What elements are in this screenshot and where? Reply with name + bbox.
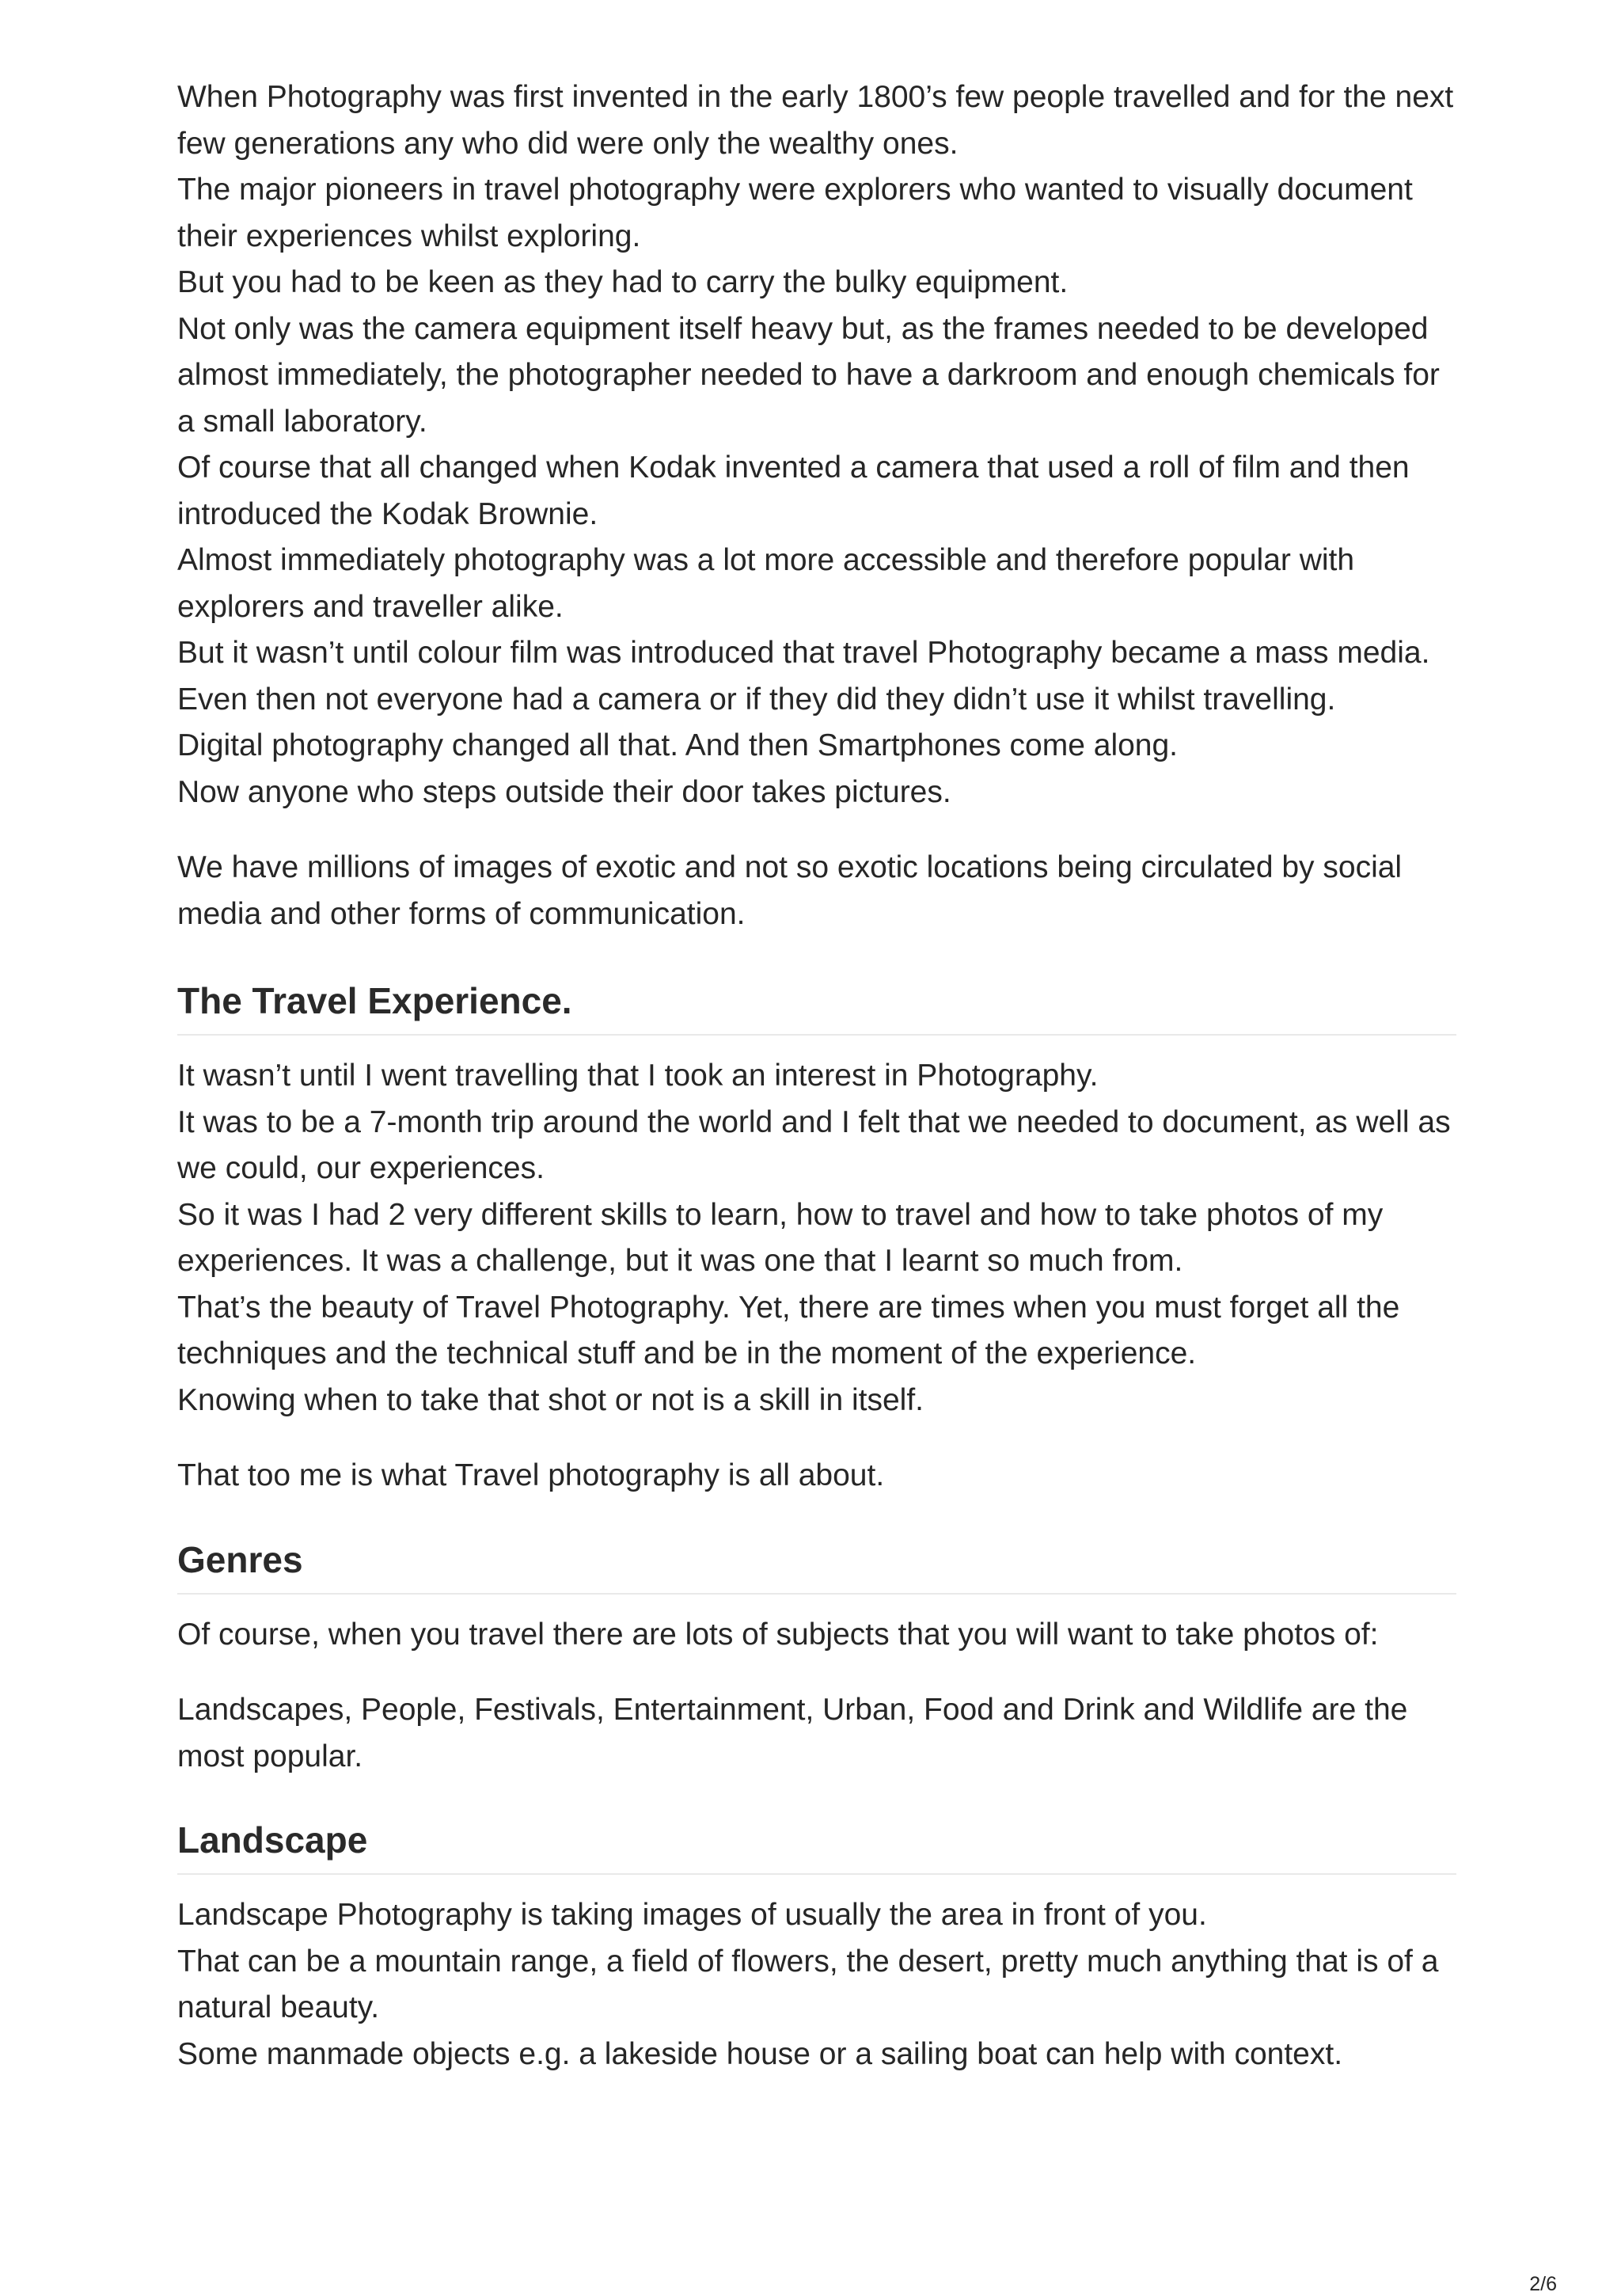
intro-line: Now anyone who steps outside their door takes pictures. — [177, 774, 951, 809]
intro-line: But you had to be keen as they had to carry the bulky equipment. — [177, 265, 1069, 299]
intro-line: Almost immediately photography was a lot more accessible and therefore popular with explorers and traveller alike. — [177, 543, 1355, 624]
landscape-line: That can be a mountain range, a field of flowers, the desert, pretty much anything that is of a natural beauty. — [177, 1944, 1439, 2024]
intro-line: Not only was the camera equipment itself heavy but, as the frames needed to be developed almost immediately, the photographer needed to have a darkroom and enough chemicals for a small laboratory. — [177, 311, 1440, 439]
travel-line: It was to be a 7-month trip around the world and I felt that we needed to document, as well as we could, our experiences. — [177, 1104, 1451, 1185]
travel-experience-paragraph — [177, 1053, 1456, 1424]
article-body — [177, 74, 1456, 2077]
intro-line: Even then not everyone had a camera or if they did they didn’t use it whilst travelling. — [177, 682, 1336, 717]
travel-line: So it was I had 2 very different skills to learn, how to travel and how to take photos of my experiences. It was a challenge, but it was one that I learnt so much from. — [177, 1197, 1384, 1278]
intro-line: The major pioneers in travel photography were explorers who wanted to visually document their experiences whilst exploring. — [177, 173, 1413, 253]
intro-line: When Photography was first invented in the early 1800’s few people travelled and for the next few generations any who did were only the wealthy ones. — [177, 80, 1454, 161]
heading-genres: Genres — [177, 1536, 1456, 1595]
genres-intro-paragraph: Of course, when you travel there are lots of subjects that you will want to take photos of: — [177, 1617, 1379, 1652]
landscape-paragraph — [177, 1892, 1456, 2077]
intro-line: Digital photography changed all that. And then Smartphones come along. — [177, 728, 1179, 762]
genres-list-paragraph: Landscapes, People, Festivals, Entertainment, Urban, Food and Drink and Wildlife are the most popular. — [177, 1693, 1408, 1773]
intro-paragraph — [177, 74, 1456, 815]
travel-line: It wasn’t until I went travelling that I took an interest in Photography. — [177, 1059, 1099, 1093]
landscape-line: Some manmade objects e.g. a lakeside house or a sailing boat can help with context. — [177, 2036, 1343, 2071]
travel-line: Knowing when to take that shot or not is a skill in itself. — [177, 1382, 924, 1417]
intro-line: Of course that all changed when Kodak invented a camera that used a roll of film and then introduced the Kodak Brownie. — [177, 450, 1410, 531]
intro-line: But it wasn’t until colour film was introduced that travel Photography became a mass media. — [177, 636, 1430, 670]
heading-landscape: Landscape — [177, 1816, 1456, 1875]
intro-closing-paragraph: We have millions of images of exotic and not so exotic locations being circulated by social media and other forms of communication. — [177, 850, 1403, 931]
landscape-line: Landscape Photography is taking images of usually the area in front of you. — [177, 1898, 1207, 1932]
page-number: 2/6 — [1529, 2273, 1557, 2295]
travel-experience-closing: That too me is what Travel photography is all about. — [177, 1458, 885, 1492]
heading-travel-experience: The Travel Experience. — [177, 977, 1456, 1036]
travel-line: That’s the beauty of Travel Photography. Yet, there are times when you must forget all the techniques and the technical stuff and be in the moment of the experience. — [177, 1290, 1400, 1370]
